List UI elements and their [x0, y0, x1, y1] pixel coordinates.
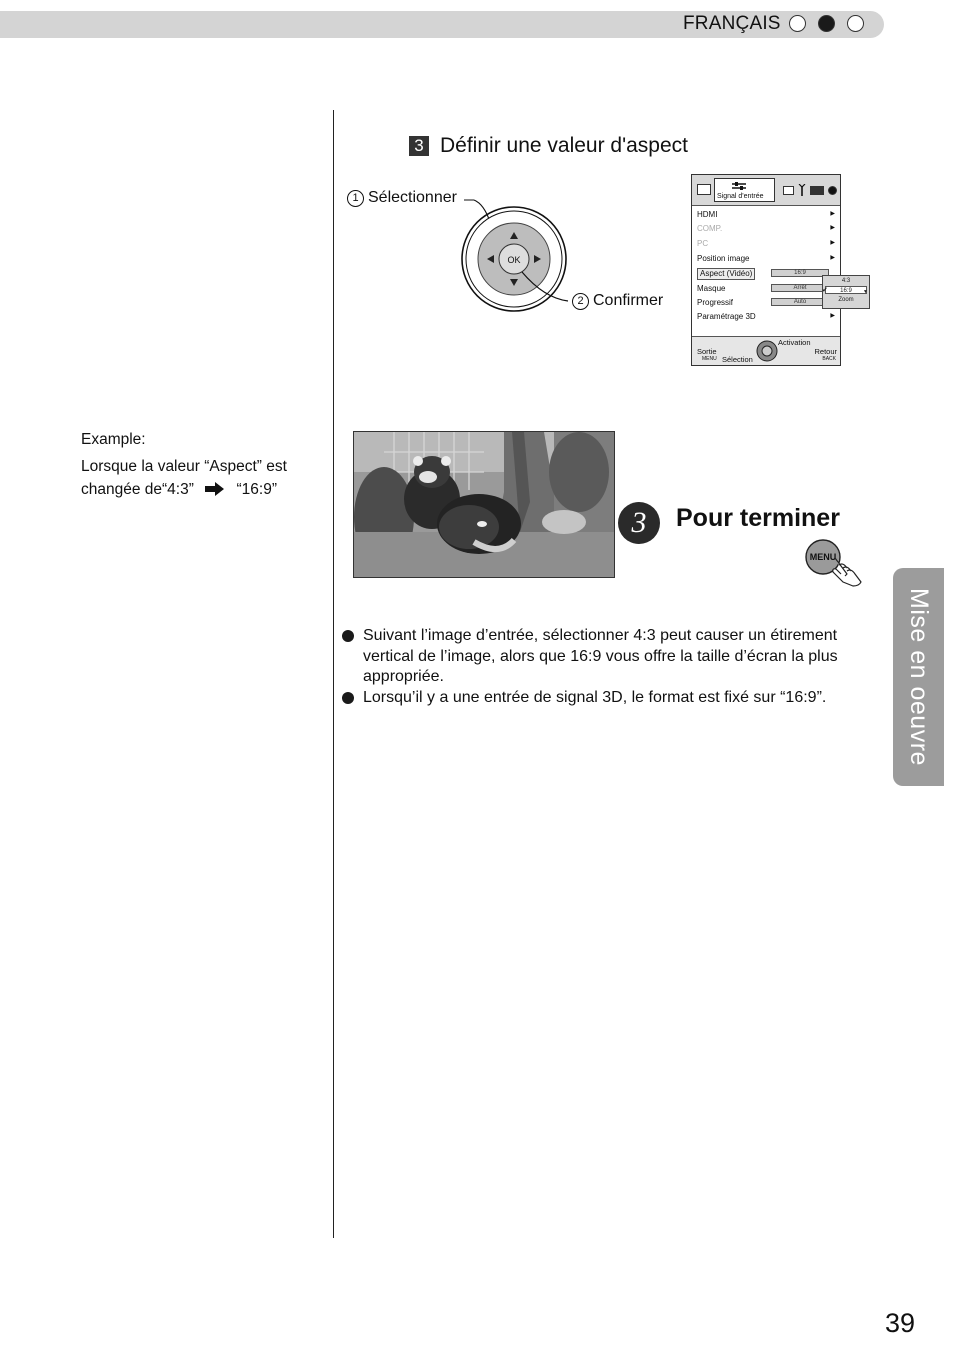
footer-exit-key: MENU [702, 356, 717, 362]
aspect-option-zoom[interactable]: Zoom [838, 297, 854, 303]
column-divider [333, 110, 334, 1238]
menu-item-label: Paramétrage 3D [697, 312, 756, 321]
info-tab-icon [828, 186, 837, 195]
tools-tab-icon [798, 184, 806, 196]
menu-button-press-illustration [803, 538, 867, 588]
photo-illustration [354, 432, 615, 578]
menu-button-label: MENU [809, 552, 837, 562]
menu-screen [691, 174, 841, 366]
note-text: Suivant l’image d’entrée, sélectionner 4:3 peut causer un étirement vertical de l’image, alors que 16:9 vous offre la taille d’écran la plus appropriée. [363, 627, 838, 685]
menu-tab-bar [692, 175, 840, 206]
callout-select-label: Sélectionner [368, 189, 457, 206]
menu-item-label: Aspect (Vidéo) [697, 268, 755, 280]
aspect-option-16-9[interactable]: 16:9 [825, 286, 867, 294]
menu-item-progressif[interactable] [697, 296, 837, 309]
menu-item-aspect[interactable] [697, 267, 837, 280]
bullet-icon [342, 630, 354, 642]
tab-signal-input-label: Signal d'entrée [717, 193, 764, 200]
menu-item-pc [697, 237, 837, 250]
footer-back-key: BACK [822, 356, 836, 362]
bullet-icon [342, 692, 354, 704]
language-label: FRANÇAIS [683, 13, 781, 34]
menu-item-value: Auto [771, 298, 829, 306]
note-text: Lorsqu’il y a une entrée de signal 3D, le format est fixé sur “16:9”. [363, 689, 827, 706]
check-icon: ✔ [822, 287, 828, 294]
footer-select-label: Sélection [722, 355, 753, 364]
menu-item-label: Masque [697, 284, 726, 293]
callout-confirm-number: 2 [572, 293, 589, 310]
section-title: Pour terminer [676, 504, 840, 532]
tab-signal-input[interactable] [714, 178, 775, 202]
menu-item-label: HDMI [697, 210, 718, 219]
ok-label: OK [507, 255, 521, 265]
submenu-arrow-icon: ▶ [830, 255, 835, 261]
installation-tab-icon [783, 186, 794, 195]
submenu-arrow-icon: ▶ [830, 313, 835, 319]
example-line-1: Lorsque la valeur “Aspect” est [81, 458, 287, 475]
menu-item-masque[interactable] [697, 282, 837, 295]
remote-dpad-illustration [440, 190, 580, 320]
chapter-side-tab-label: Mise en oeuvre [905, 588, 933, 766]
menu-item-position-image[interactable] [697, 252, 837, 265]
menu-item-3d-settings[interactable] [697, 310, 837, 323]
note-item [342, 626, 872, 688]
aspect-options-popup [822, 275, 870, 309]
display-tab-icon [810, 186, 824, 195]
menu-footer [692, 336, 840, 365]
example-note [81, 428, 321, 501]
language-indicator-2 [818, 15, 835, 32]
submenu-arrow-icon: ▶ [830, 211, 835, 217]
example-photo-red-pandas [353, 431, 615, 578]
menu-item-label: Position image [697, 254, 750, 263]
note-item [342, 688, 872, 710]
pointer-icon: ▼ [863, 289, 868, 295]
step-title: Définir une valeur d'aspect [440, 134, 688, 157]
footer-activation-label: Activation [778, 338, 811, 347]
callout-confirm-label: Confirmer [593, 292, 664, 309]
example-heading: Example: [81, 431, 146, 448]
example-line-2 [81, 478, 321, 501]
step-number-badge: 3 [409, 136, 429, 156]
callout-select-number: 1 [347, 190, 364, 207]
example-from-value: changée de“4:3” [81, 481, 194, 498]
menu-item-value: 16:9 [771, 269, 829, 277]
menu-item-label: COMP. [697, 224, 723, 233]
footer-exit-label: Sortie [697, 347, 717, 356]
chapter-side-tab [893, 568, 944, 786]
arrow-right-icon [204, 481, 226, 497]
page-number: 39 [885, 1308, 916, 1338]
aspect-option-4-3[interactable]: 4:3 [841, 278, 851, 284]
menu-item-label: Progressif [697, 298, 734, 307]
submenu-arrow-icon: ▶ [830, 225, 835, 231]
menu-item-hdmi[interactable] [697, 208, 837, 221]
submenu-arrow-icon: ▶ [830, 240, 835, 246]
callout-confirm [572, 292, 663, 310]
menu-item-value: Arrêt [771, 284, 829, 292]
example-to-value: “16:9” [236, 481, 278, 498]
language-indicator-3 [847, 15, 864, 32]
language-indicator-1 [789, 15, 806, 32]
menu-item-label: PC [697, 239, 709, 248]
picture-tab-icon [697, 184, 711, 195]
footer-dpad-icon [756, 340, 778, 362]
menu-item-comp [697, 222, 837, 235]
signal-input-icon [732, 181, 746, 191]
section-number-badge: 3 [618, 502, 660, 544]
footer-back-label: Retour [814, 347, 837, 356]
